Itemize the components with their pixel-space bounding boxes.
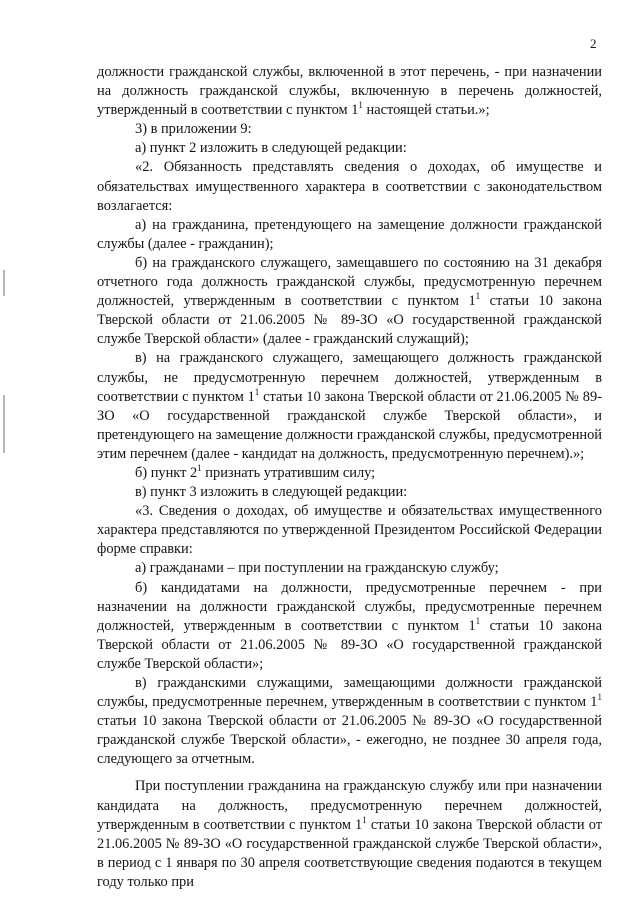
paragraph: а) на гражданина, претендующего на замещение должности гражданской службы (далее - гражданин);	[97, 216, 602, 252]
paragraph: 3) в приложении 9:	[135, 121, 252, 138]
page-number: 2	[590, 36, 597, 51]
scan-edge-mark	[3, 270, 5, 296]
paragraph: б) кандидатами на должности, предусмотренные перечнем - при назначении на должности гражданской службы, предусмотренные перечнем должностей, утвержденным в соответствии с пунктом $1^1$ статьи 10 закона Тверской области от 21.06.2005 № 89-ЗО «О государственной гражданской службе Тверской области»;	[97, 579, 602, 672]
paragraph: должности гражданской службы, включенной в этот перечень, - при назначении на должность гражданской службы, включенную в перечень должностей, утвержденный в соответствии с пунктом $1^1$ настоящей статьи.»;	[97, 64, 602, 119]
scan-edge-mark	[3, 395, 5, 453]
paragraph: в) пункт 3 изложить в следующей редакции:	[135, 484, 408, 501]
paragraph: При поступлении гражданина на гражданскую службу или при назначении кандидата на должность, предусмотренную перечнем должностей, утвержденным в соответствии с пунктом $1^1$ статьи 10 закона Тверской области от 21.06.2005 № 89-ЗО «О государственной гражданской службе Тверской области», в период с 1 января по 30 апреля соответствующие сведения подаются в текущем году только при	[97, 778, 602, 890]
paragraph: в) на гражданского служащего, замещающего должность гражданской службы, не предусмотренную перечнем должностей, утвержденным в соответствии с пунктом $1^1$ статьи 10 закона Тверской области от 21.06.2005 № 89-ЗО «О государственной гражданской службе Тверской области», и претендующего на замещение должности гражданской службы, предусмотренной этим перечнем (далее - кандидат на должность, предусмотренную перечнем).»;	[97, 350, 602, 462]
paragraph: «3. Сведения о доходах, об имуществе и обязательствах имущественного характера представляются по утвержденной Президентом Российской Федерации форме справки:	[97, 503, 602, 558]
paragraph: в) гражданскими служащими, замещающими должности гражданской службы, предусмотренные перечнем, утвержденным в соответствии с пунктом $1^1$ статьи 10 закона Тверской области от 21.06.2005 № 89-ЗО «О государственной гражданской службе Тверской области», - ежегодно, не позднее 30 апреля года, следующего за отчетным.	[97, 675, 602, 768]
paragraph: а) пункт 2 изложить в следующей редакции:	[135, 140, 407, 157]
paragraph: б) пункт $2^1$ признать утратившим силу;	[135, 463, 376, 481]
paragraph: б) на гражданского служащего, замещавшего по состоянию на 31 декабря отчетного года должность гражданской службы, предусмотренную перечнем должностей, утвержденным в соответствии с пунктом $1^1$ статьи 10 закона Тверской области от 21.06.2005 № 89-ЗО «О государственной гражданской службе Тверской области» (далее - гражданский служащий);	[97, 254, 602, 348]
document-body	[97, 63, 602, 892]
paragraph: «2. Обязанность представлять сведения о доходах, об имуществе и обязательствах имущественного характера в соответствии с законодательством возлагается:	[97, 159, 602, 214]
paragraph: а) гражданами – при поступлении на гражданскую службу;	[135, 560, 499, 577]
